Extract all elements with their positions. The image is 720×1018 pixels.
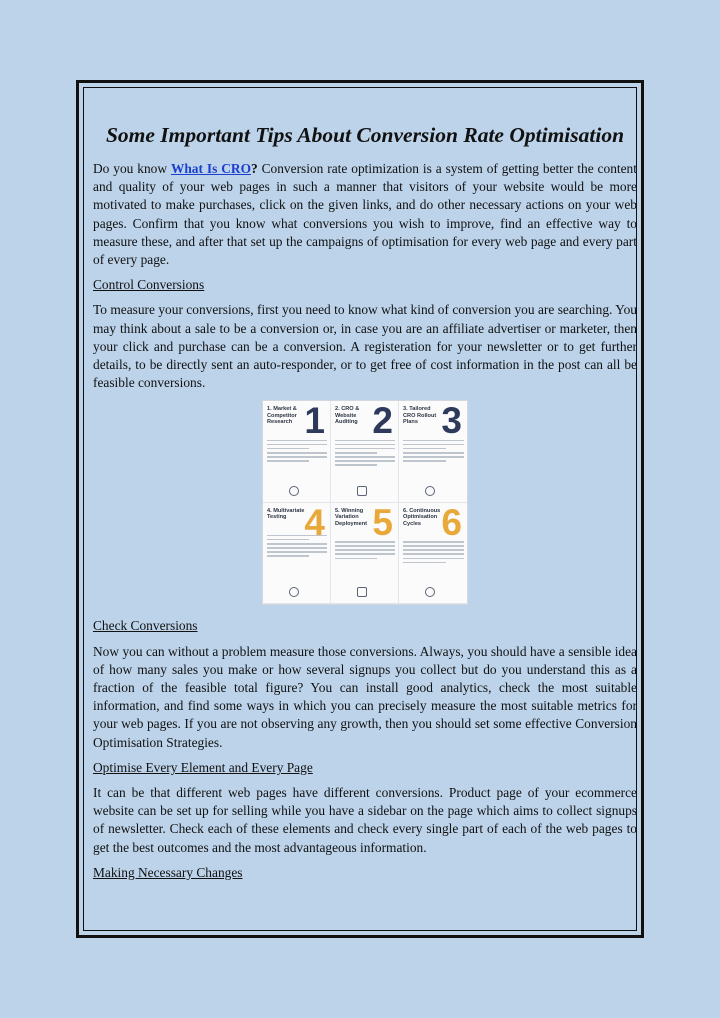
cycle-icon [425, 587, 435, 597]
section-text-optimise-every-element: It can be that different web pages have different conversions. Product page of your ecommerce website can be set up for selling while you have a sidebar on the page which aims to collect signups of newsletter. Check each of these elements and check every single part of each of the web pages to get the best outcomes and the most advantageous information. [93, 785, 637, 855]
step-title: 2. CRO & Website Auditing [335, 406, 360, 426]
section-text-check-conversions: Now you can without a problem measure those conversions. Always, you should have a sensible idea of how many sales you make or how several signups you collect but do you understand this as a fraction of the feasible total figure? You can install good analytics, check the most suitable information, and find some ways in which you can precisely measure the most suitable metrics for your web pages. If you are not observing any growth, then you should set some effective Conversion Optimisation Strategies. [93, 643, 637, 750]
infographic-step-2 [331, 401, 399, 503]
step-title: 3. Tailored CRO Rollout Plans [403, 406, 437, 426]
step-title: 5. Winning Variation Deployment [335, 507, 368, 527]
step-description [335, 440, 395, 466]
step-number: 4 [304, 502, 325, 543]
step-title: 1. Market & Competitor Research [267, 406, 297, 426]
infographic-step-3 [399, 401, 467, 503]
document-title: Some Important Tips About Conversion Rate Optimisation [105, 123, 625, 147]
infographic-step-5 [331, 503, 399, 605]
infographic-step-4 [263, 503, 331, 605]
intro-paragraph [93, 160, 637, 269]
step-description [335, 541, 395, 559]
section-heading-optimise-every-element: Optimise Every Element and Every Page [93, 759, 313, 775]
document-content [93, 121, 637, 889]
intro-prefix: Do you know [93, 161, 171, 176]
lightbulb-icon [425, 486, 435, 496]
step-number: 6 [441, 502, 462, 543]
infographic-step-6 [399, 503, 467, 605]
page-icon [357, 587, 367, 597]
infographic-step-1 [263, 401, 331, 503]
page-frame [76, 80, 644, 938]
document-icon [357, 486, 367, 496]
magnifier-icon [289, 486, 299, 496]
section-heading-check-conversions: Check Conversions [93, 618, 198, 634]
intro-text: Conversion rate optimization is a system of getting better the content and quality of your web pages in such a manner that visitors of your website would be more motivated to make purchases, click on the given links, and do other necessary actions on your web pages. Confirm that you know what conversions you wish to improve, find an effective way to measure these, and after that set up the campaigns of optimisation for every web page and every part of every page. [93, 161, 637, 268]
page-inner-border [83, 87, 637, 931]
section-heading-making-necessary-changes: Making Necessary Changes [93, 864, 243, 880]
section-heading-control-conversions: Control Conversions [93, 277, 205, 293]
cro-process-infographic [262, 400, 468, 605]
step-title: 6. Continuous Optimisation Cycles [403, 507, 441, 527]
step-title: 4. Multivariate Testing [267, 507, 305, 521]
what-is-cro-link[interactable]: What Is CRO [170, 161, 251, 176]
step-number: 1 [304, 401, 325, 442]
checklist-icon [289, 587, 299, 597]
step-description [403, 440, 464, 462]
step-number: 3 [441, 401, 462, 442]
step-number: 2 [372, 401, 393, 442]
section-text-control-conversions: To measure your conversions, first you need to know what kind of conversion you are searching. You may think about a sale to be a conversion or, in case you are an affiliate advertiser or marketer, then your click and purchase can be a conversion. A registeration for your newsletter or to get further details, to be directly sent an auto-responder, or to get free of cost information in the post can all be feasible conversions. [93, 302, 637, 391]
step-number: 5 [372, 502, 393, 543]
step-description [403, 541, 464, 563]
step-description [267, 440, 327, 462]
intro-question-mark: ? [250, 161, 258, 176]
